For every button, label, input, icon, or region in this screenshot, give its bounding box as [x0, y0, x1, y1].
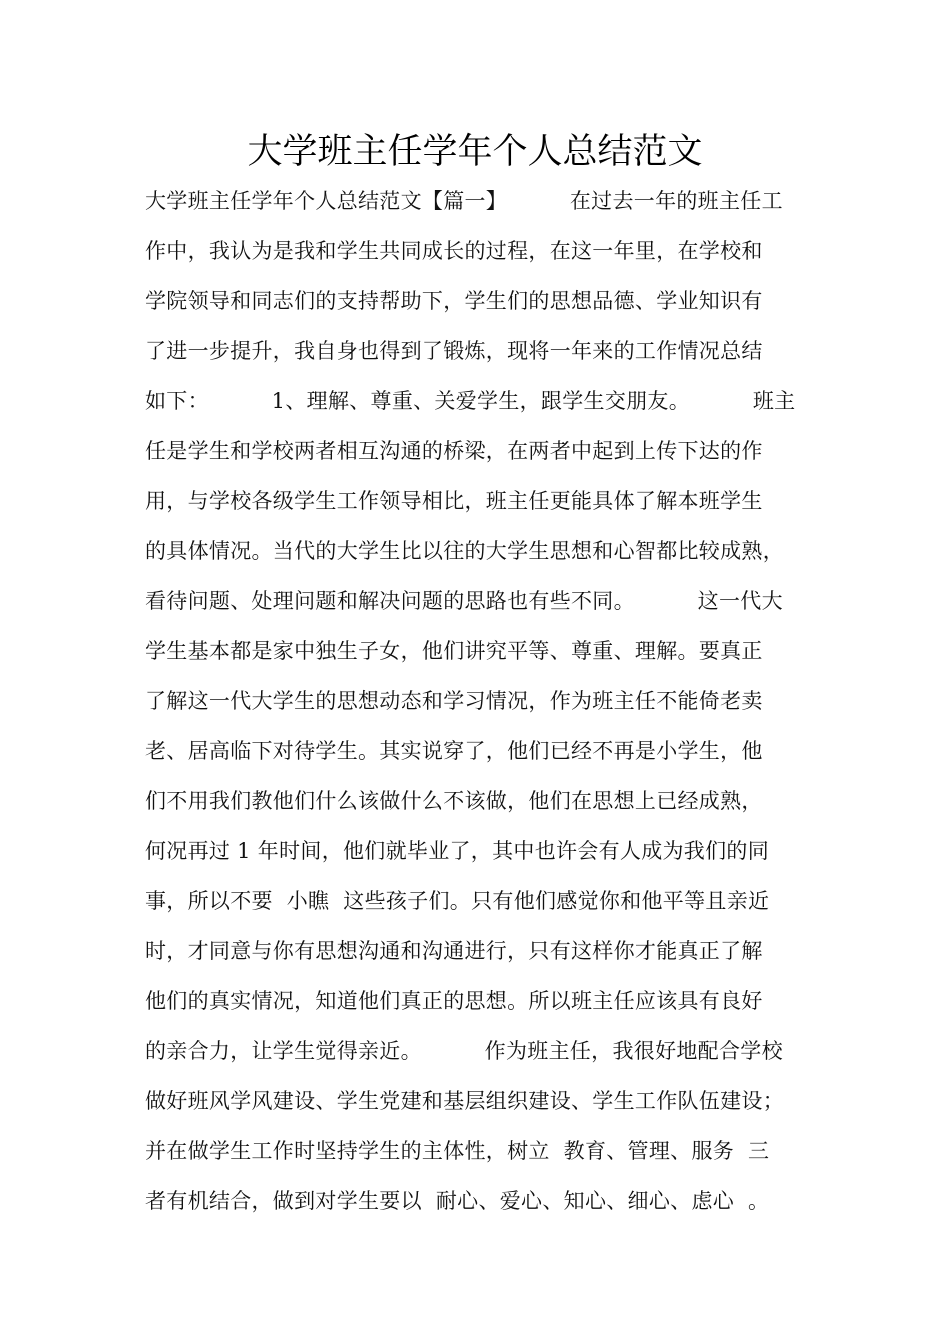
- text-line: 并在做学生工作时坚持学生的主体性，树立 教育、管理、服务 三: [145, 1139, 770, 1163]
- document-title: 大学班主任学年个人总结范文: [247, 132, 703, 172]
- text-line: 了进一步提升，我自身也得到了锻炼，现将一年来的工作情况总结: [145, 339, 763, 363]
- text-line: 用，与学校各级学生工作领导相比，班主任更能具体了解本班学生: [145, 489, 763, 513]
- text-line: 大学班主任学年个人总结范文【篇一】 在过去一年的班主任工: [145, 189, 783, 213]
- text-line: 作中，我认为是我和学生共同成长的过程，在这一年里，在学校和: [145, 239, 763, 263]
- text-line: 的亲合力，让学生觉得亲近。 作为班主任，我很好地配合学校: [145, 1039, 783, 1063]
- text-line: 任是学生和学校两者相互沟通的桥梁，在两者中起到上传下达的作: [145, 439, 763, 463]
- text-line: 事，所以不要 小瞧 这些孩子们。只有他们感觉你和他平等且亲近: [145, 889, 770, 913]
- text-line: 做好班风学风建设、学生党建和基层组织建设、学生工作队伍建设；: [145, 1089, 784, 1113]
- text-line: 老、居高临下对待学生。其实说穿了，他们已经不再是小学生，他: [145, 739, 763, 763]
- text-line: 学生基本都是家中独生子女，他们讲究平等、尊重、理解。要真正: [145, 639, 763, 663]
- text-line: 们不用我们教他们什么该做什么不该做，他们在思想上已经成熟，: [145, 789, 763, 813]
- text-line: 了解这一代大学生的思想动态和学习情况，作为班主任不能倚老卖: [145, 689, 763, 713]
- text-line: 如下： 1、理解、尊重、关爱学生，跟学生交朋友。 班主: [145, 389, 796, 413]
- text-line: 何况再过 1 年时间，他们就毕业了，其中也许会有人成为我们的同: [145, 839, 770, 863]
- text-line: 他们的真实情况，知道他们真正的思想。所以班主任应该具有良好: [145, 989, 763, 1013]
- text-line: 时，才同意与你有思想沟通和沟通进行，只有这样你才能真正了解: [145, 939, 763, 963]
- text-line: 学院领导和同志们的支持帮助下，学生们的思想品德、学业知识有: [145, 289, 763, 313]
- text-line: 者有机结合，做到对学生要以 耐心、爱心、知心、细心、虑心 。: [145, 1189, 770, 1213]
- text-line: 的具体情况。当代的大学生比以往的大学生思想和心智都比较成熟，: [145, 539, 784, 563]
- text-line: 看待问题、处理问题和解决问题的思路也有些不同。 这一代大: [145, 589, 783, 613]
